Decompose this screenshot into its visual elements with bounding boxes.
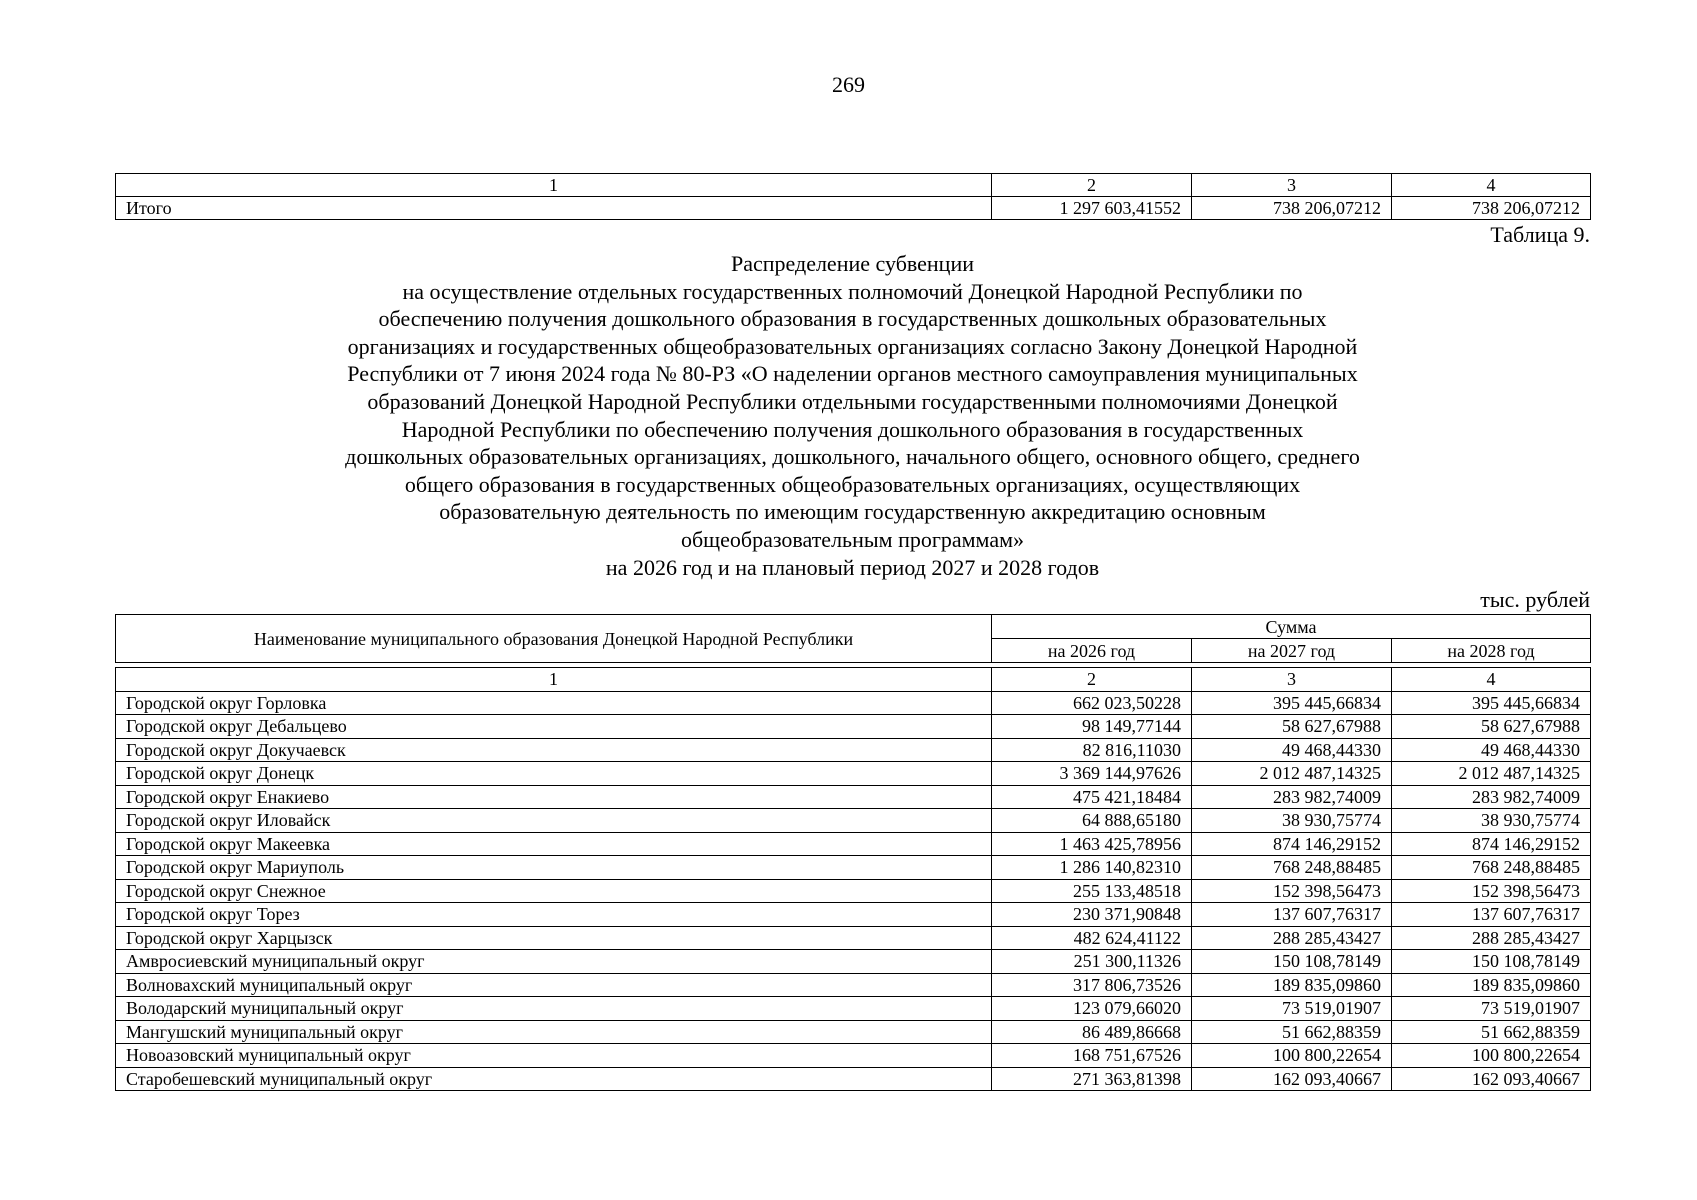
total-label: Итого (116, 197, 992, 220)
total-2027: 738 206,07212 (1192, 197, 1392, 220)
amount-2028: 49 468,44330 (1392, 738, 1591, 762)
header-year-2028: на 2028 год (1392, 639, 1591, 663)
column-number-cell: 2 (992, 174, 1192, 197)
municipality-name: Городской округ Горловка (116, 691, 992, 715)
amount-2026: 251 300,11326 (992, 950, 1192, 974)
amount-2026: 86 489,86668 (992, 1020, 1192, 1044)
table-row (116, 950, 1591, 974)
amount-2027: 162 093,40667 (1192, 1067, 1392, 1091)
total-row (116, 197, 1591, 220)
table-row (116, 809, 1591, 833)
amount-2028: 73 519,01907 (1392, 997, 1591, 1021)
amount-2028: 288 285,43427 (1392, 926, 1591, 950)
amount-2026: 1 286 140,82310 (992, 856, 1192, 880)
amount-2028: 152 398,56473 (1392, 879, 1591, 903)
table-row (116, 832, 1591, 856)
amount-2028: 137 607,76317 (1392, 903, 1591, 927)
amount-2027: 100 800,22654 (1192, 1044, 1392, 1068)
title-line: обеспечению получения дошкольного образования в государственных дошкольных образовательных (378, 306, 1327, 332)
amount-2026: 662 023,50228 (992, 691, 1192, 715)
title-line: общеобразовательным программам» (680, 526, 1025, 552)
municipality-name: Городской округ Макеевка (116, 832, 992, 856)
table-row (116, 973, 1591, 997)
amount-2026: 317 806,73526 (992, 973, 1192, 997)
table-row (116, 1067, 1591, 1091)
amount-2026: 168 751,67526 (992, 1044, 1192, 1068)
amount-2027: 189 835,09860 (1192, 973, 1392, 997)
amount-2028: 162 093,40667 (1392, 1067, 1591, 1091)
amount-2028: 38 930,75774 (1392, 809, 1591, 833)
amount-2027: 51 662,88359 (1192, 1020, 1392, 1044)
title-line: организациях и государственных общеобразовательных организациях согласно Закону Донецкой Народной (347, 333, 1358, 359)
amount-2028: 874 146,29152 (1392, 832, 1591, 856)
amount-2026: 482 624,41122 (992, 926, 1192, 950)
amount-2027: 137 607,76317 (1192, 903, 1392, 927)
table-row (116, 997, 1591, 1021)
amount-2027: 150 108,78149 (1192, 950, 1392, 974)
amount-2028: 189 835,09860 (1392, 973, 1591, 997)
amount-2028: 768 248,88485 (1392, 856, 1591, 880)
amount-2026: 98 149,77144 (992, 715, 1192, 739)
amount-2026: 64 888,65180 (992, 809, 1192, 833)
municipality-name: Старобешевский муниципальный округ (116, 1067, 992, 1091)
title-line: на осуществление отдельных государственных полномочий Донецкой Народной Республики по (402, 278, 1303, 304)
title-line: Республики от 7 июня 2024 года № 80-РЗ «О наделении органов местного самоуправления муниципальных (347, 361, 1358, 387)
municipality-name: Городской округ Донецк (116, 762, 992, 786)
title-line: дошкольных образовательных организациях, дошкольного, начального общего, основного общего, среднего (345, 444, 1360, 470)
column-number-cell: 1 (116, 668, 992, 692)
title-line: образовательную деятельность по имеющим государственную аккредитацию основным (439, 499, 1266, 525)
table-row (116, 879, 1591, 903)
total-2028: 738 206,07212 (1392, 197, 1591, 220)
municipality-name: Мангушский муниципальный округ (116, 1020, 992, 1044)
table-row (116, 856, 1591, 880)
municipality-name: Городской округ Дебальцево (116, 715, 992, 739)
total-2026: 1 297 603,41552 (992, 197, 1192, 220)
page-number: 269 (832, 72, 865, 97)
table-row (116, 762, 1591, 786)
table-row (116, 1020, 1591, 1044)
amount-2028: 100 800,22654 (1392, 1044, 1591, 1068)
municipality-name: Городской округ Иловайск (116, 809, 992, 833)
amount-2027: 288 285,43427 (1192, 926, 1392, 950)
amount-2027: 152 398,56473 (1192, 879, 1392, 903)
document-title (230, 250, 1475, 581)
title-line: образований Донецкой Народной Республики отдельными государственными полномочиями Донецкой (367, 388, 1338, 414)
amount-2026: 230 371,90848 (992, 903, 1192, 927)
column-number-row (116, 668, 1591, 692)
amount-2027: 58 627,67988 (1192, 715, 1392, 739)
column-number-cell: 1 (116, 174, 992, 197)
amount-2028: 2 012 487,14325 (1392, 762, 1591, 786)
amount-2027: 49 468,44330 (1192, 738, 1392, 762)
title-line: Распределение субвенции (730, 251, 975, 276)
municipality-name: Новоазовский муниципальный округ (116, 1044, 992, 1068)
amount-2027: 768 248,88485 (1192, 856, 1392, 880)
amount-2026: 255 133,48518 (992, 879, 1192, 903)
municipality-name: Городской округ Мариуполь (116, 856, 992, 880)
amount-2027: 283 982,74009 (1192, 785, 1392, 809)
municipality-name: Городской округ Харцызск (116, 926, 992, 950)
municipality-name: Городской округ Докучаевск (116, 738, 992, 762)
amount-2026: 123 079,66020 (992, 997, 1192, 1021)
column-number-cell: 4 (1392, 668, 1591, 692)
header-year-2026: на 2026 год (992, 639, 1192, 663)
amount-2028: 395 445,66834 (1392, 691, 1591, 715)
header-name-column: Наименование муниципального образования Донецкой Народной Республики (116, 615, 992, 663)
column-number-row (116, 174, 1591, 197)
title-line: общего образования в государственных общеобразовательных организациях, осуществляющих (404, 471, 1301, 497)
amount-2026: 1 463 425,78956 (992, 832, 1192, 856)
amount-2027: 2 012 487,14325 (1192, 762, 1392, 786)
municipality-name: Амвросиевский муниципальный округ (116, 950, 992, 974)
title-line: Народной Республики по обеспечению получения дошкольного образования в государственных (401, 416, 1304, 442)
table-row (116, 715, 1591, 739)
table-row (116, 691, 1591, 715)
table-row (116, 785, 1591, 809)
column-number-cell: 2 (992, 668, 1192, 692)
units-label: тыс. рублей (1480, 587, 1590, 612)
amount-2027: 38 930,75774 (1192, 809, 1392, 833)
table-label: Таблица 9. (1490, 222, 1590, 247)
municipality-name: Волновахский муниципальный округ (116, 973, 992, 997)
table-header (115, 614, 1591, 663)
header-year-2027: на 2027 год (1192, 639, 1392, 663)
municipality-name: Городской округ Снежное (116, 879, 992, 903)
amount-2026: 475 421,18484 (992, 785, 1192, 809)
amount-2028: 150 108,78149 (1392, 950, 1591, 974)
table-row (116, 903, 1591, 927)
amount-2027: 395 445,66834 (1192, 691, 1392, 715)
header-sum: Сумма (992, 615, 1591, 639)
amount-2028: 58 627,67988 (1392, 715, 1591, 739)
amount-2028: 51 662,88359 (1392, 1020, 1591, 1044)
previous-table-continuation (115, 173, 1591, 220)
municipality-name: Володарский муниципальный округ (116, 997, 992, 1021)
title-line: на 2026 год и на плановый период 2027 и 2028 годов (605, 554, 1100, 580)
municipality-name: Городской округ Енакиево (116, 785, 992, 809)
amount-2026: 82 816,11030 (992, 738, 1192, 762)
municipality-name: Городской округ Торез (116, 903, 992, 927)
amount-2028: 283 982,74009 (1392, 785, 1591, 809)
amount-2027: 73 519,01907 (1192, 997, 1392, 1021)
table-row (116, 738, 1591, 762)
table-row (116, 1044, 1591, 1068)
amount-2027: 874 146,29152 (1192, 832, 1392, 856)
amount-2026: 271 363,81398 (992, 1067, 1192, 1091)
table-row (116, 926, 1591, 950)
data-table (115, 667, 1591, 1091)
amount-2026: 3 369 144,97626 (992, 762, 1192, 786)
column-number-cell: 3 (1192, 174, 1392, 197)
column-number-cell: 4 (1392, 174, 1591, 197)
column-number-cell: 3 (1192, 668, 1392, 692)
